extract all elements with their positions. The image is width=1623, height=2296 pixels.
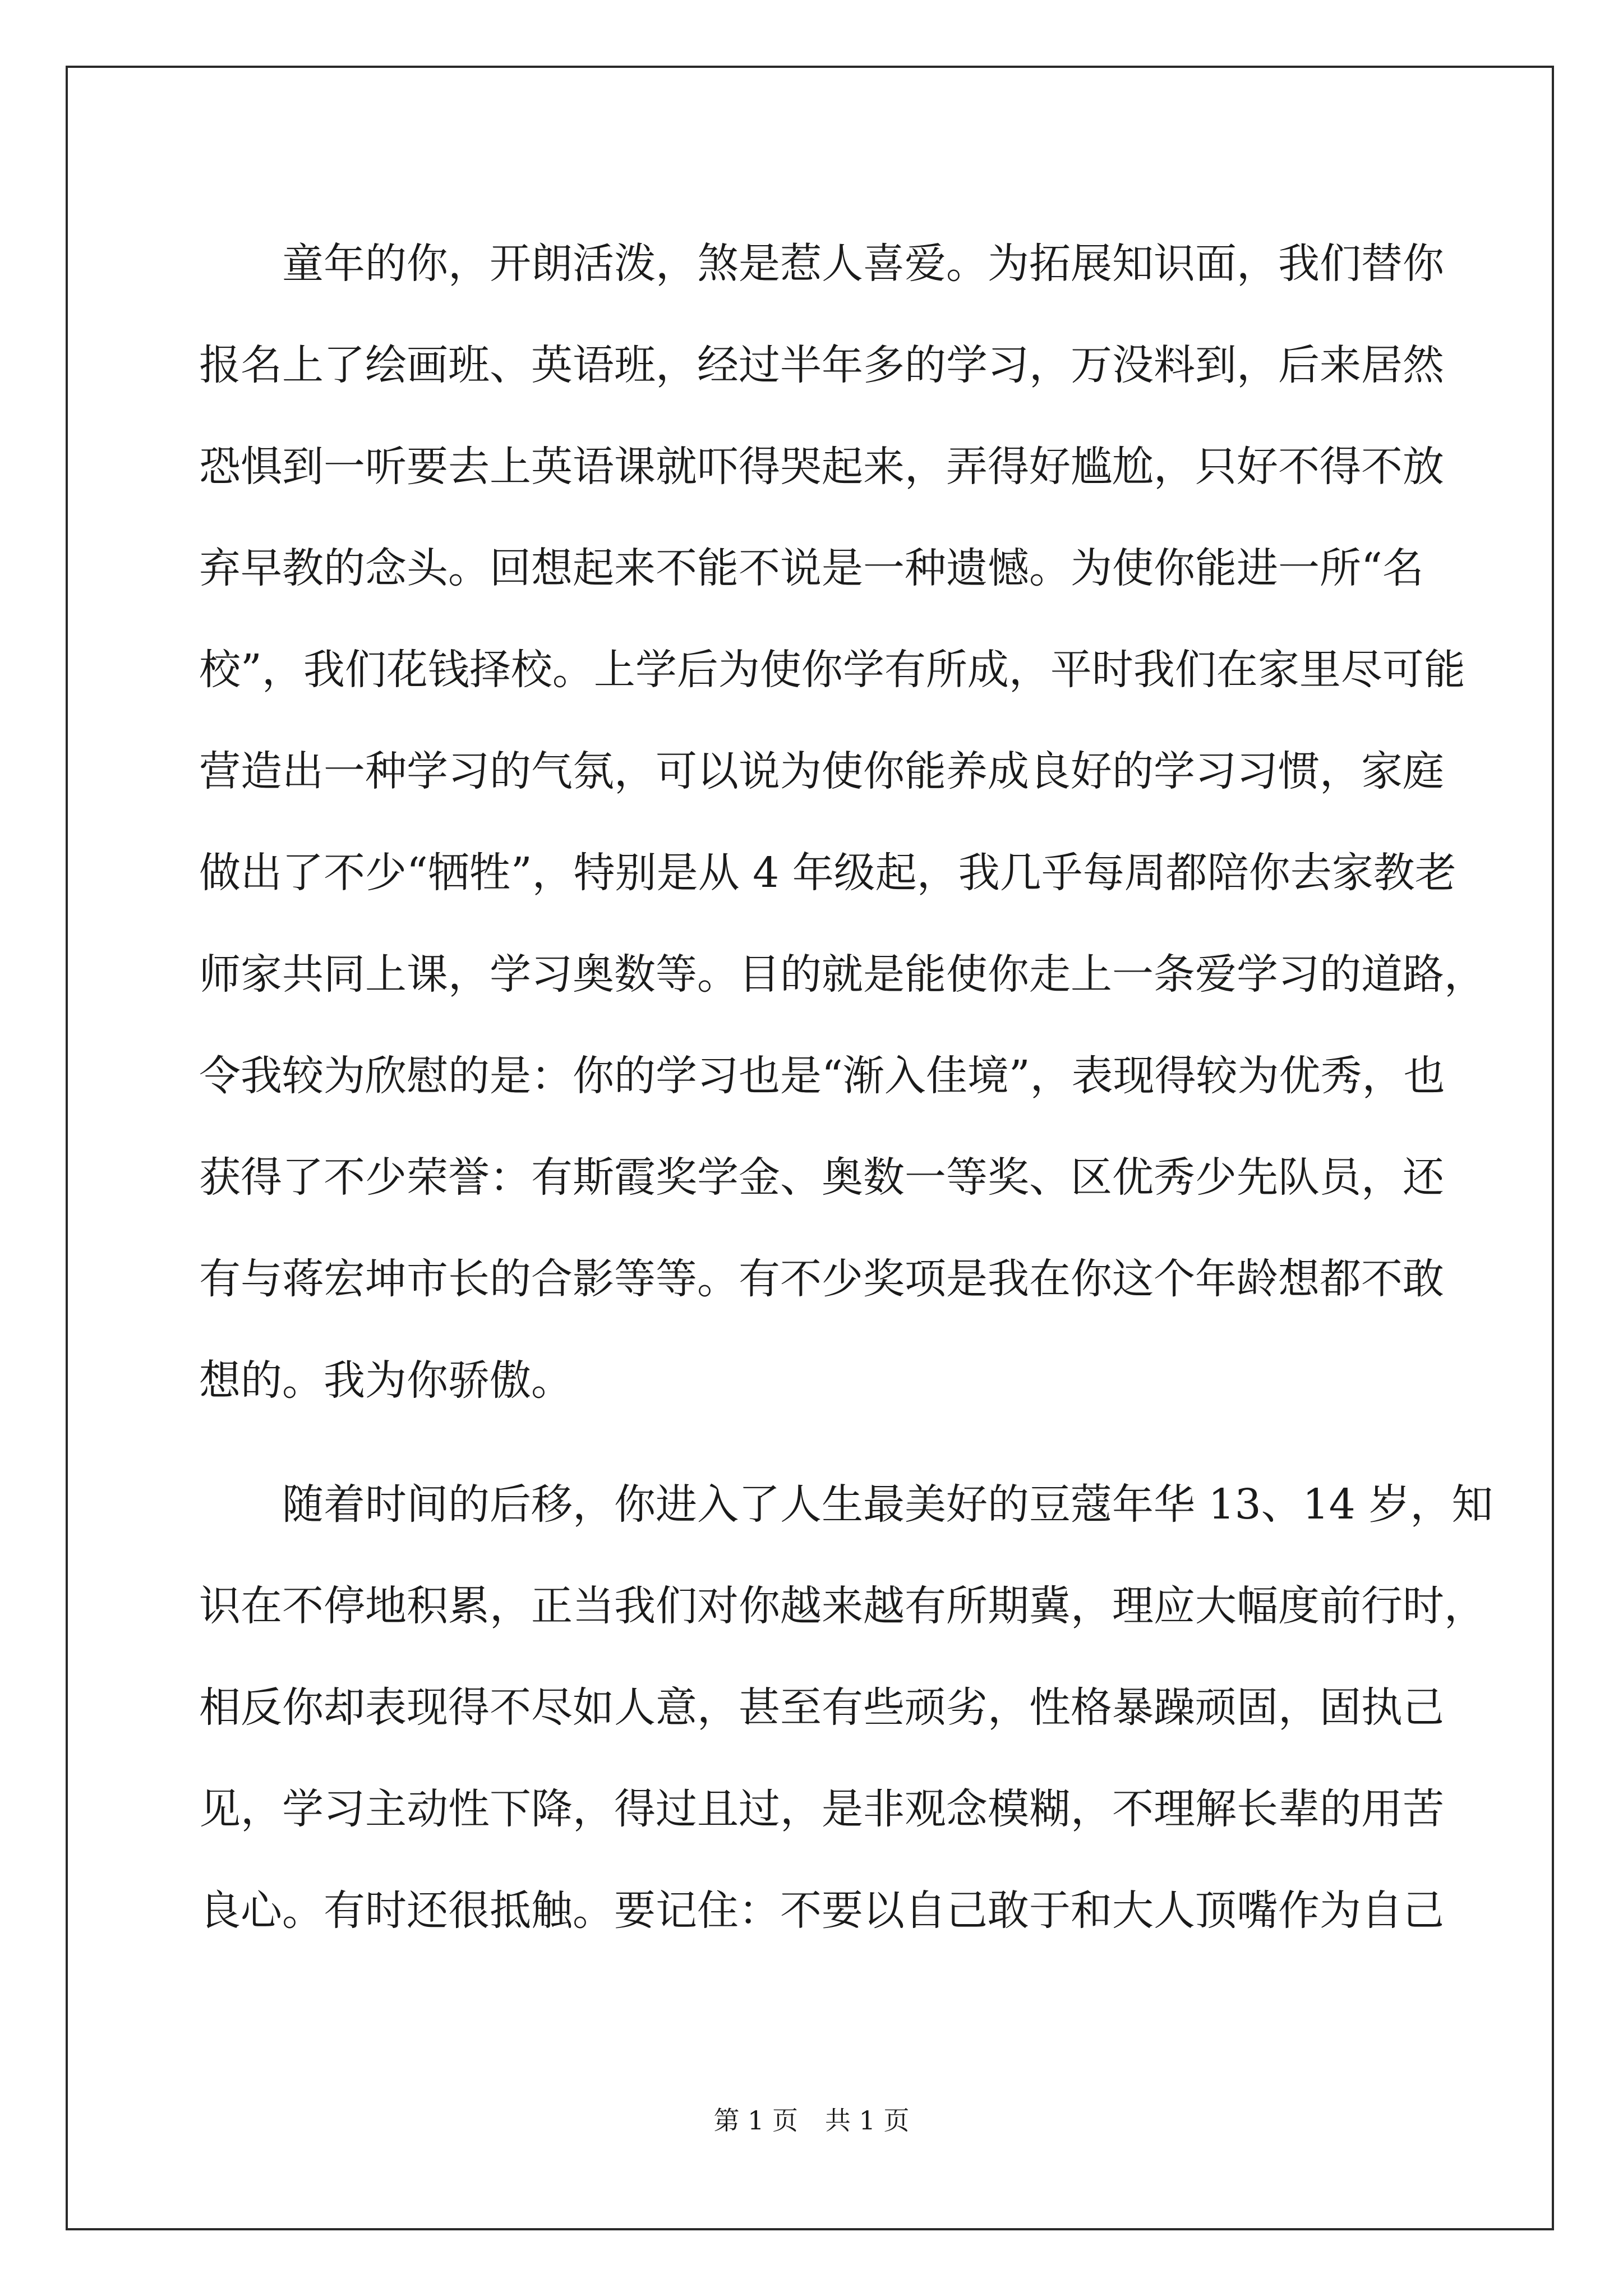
text-line: 想的。我为你骄傲。 bbox=[199, 1356, 573, 1405]
text-line: 相反你却表现得不尽如人意，甚至有些顽劣，性格暴躁顽固，固执己 bbox=[199, 1683, 1444, 1732]
page-footer bbox=[0, 2104, 1623, 2137]
document-body bbox=[199, 213, 1493, 1962]
paragraph-1 bbox=[199, 213, 1486, 1432]
text-line: 有与蒋宏坤市长的合影等等。有不少奖项是我在你这个年龄想都不敢 bbox=[199, 1255, 1444, 1303]
text-line: 良心。有时还很抵触。要记住：不要以自己敢于和大人顶嘴作为自己 bbox=[199, 1887, 1444, 1935]
text-line: 校”，我们花钱择校。上学后为使你学有所成，平时我们在家里尽可能 bbox=[199, 646, 1465, 694]
page-number: 第 1 页 bbox=[713, 2105, 798, 2136]
text-line: 识在不停地积累，正当我们对你越来越有所期冀，理应大幅度前行时， bbox=[199, 1582, 1486, 1630]
text-line: 令我较为欣慰的是：你的学习也是“渐入佳境”，表现得较为优秀，也 bbox=[199, 1052, 1445, 1100]
text-line: 随着时间的后移，你进入了人生最美好的豆蔻年华 13、14 岁，知 bbox=[199, 1480, 1493, 1529]
text-line: 获得了不少荣誉：有斯霞奖学金、奥数一等奖、区优秀少先队员，还 bbox=[199, 1153, 1444, 1202]
paragraph-gap bbox=[199, 1432, 1450, 1454]
text-line: 做出了不少“牺牲”，特别是从 4 年级起，我几乎每周都陪你去家教老 bbox=[199, 849, 1456, 897]
text-line: 师家共同上课，学习奥数等。目的就是能使你走上一条爱学习的道路， bbox=[199, 950, 1486, 999]
text-line: 见，学习主动性下降，得过且过，是非观念模糊，不理解长辈的用苦 bbox=[199, 1785, 1444, 1833]
text-line: 营造出一种学习的气氛，可以说为使你能养成良好的学习习惯，家庭 bbox=[199, 747, 1444, 795]
text-line: 弃早教的念头。回想起来不能不说是一种遗憾。为使你能进一所“名 bbox=[199, 544, 1424, 592]
text-line: 报名上了绘画班、英语班，经过半年多的学习，万没料到，后来居然 bbox=[199, 341, 1444, 389]
text-line: 童年的你，开朗活泼，煞是惹人喜爱。为拓展知识面，我们替你 bbox=[199, 240, 1444, 288]
paragraph-2 bbox=[199, 1454, 1493, 1962]
text-line: 恐惧到一听要去上英语课就吓得哭起来，弄得好尴尬，只好不得不放 bbox=[199, 443, 1444, 491]
page-total: 共 1 页 bbox=[825, 2105, 910, 2136]
